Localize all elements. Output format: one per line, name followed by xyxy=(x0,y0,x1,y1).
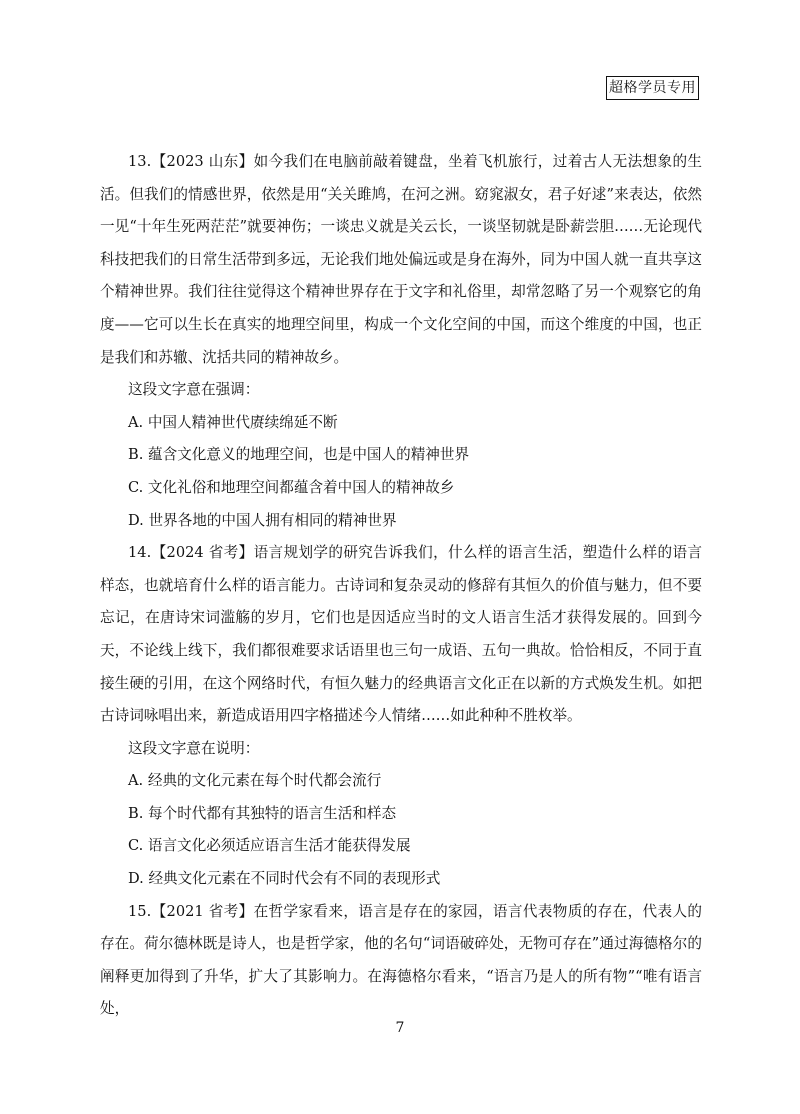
option-b: B. 每个时代都有其独特的语言生活和样态 xyxy=(128,804,397,822)
question-13-passage xyxy=(100,146,702,374)
question-source: 【2024 省考】 xyxy=(151,544,254,562)
question-number: 15. xyxy=(128,902,152,920)
option-c: C. 语言文化必须适应语言生活才能获得发展 xyxy=(128,837,411,855)
question-14-passage xyxy=(100,537,702,733)
question-15 xyxy=(100,896,702,1026)
student-only-badge: 超格学员专用 xyxy=(606,76,699,100)
question-number: 14. xyxy=(128,544,152,562)
question-15-passage xyxy=(100,896,702,1026)
question-source: 【2021 省考】 xyxy=(151,902,254,920)
option-a: A. 经典的文化元素在每个时代都会流行 xyxy=(128,772,382,790)
question-source: 【2023 山东】 xyxy=(151,153,254,170)
question-13 xyxy=(100,146,702,537)
option-b: B. 蕴含文化意义的地理空间，也是中国人的精神世界 xyxy=(128,446,470,464)
question-14 xyxy=(100,537,702,896)
passage-text: 语言规划学的研究告诉我们，什么样的语言生活，塑造什么样的语言样态，也就培育什么样的语言能力。古诗词和复杂灵动的修辞有其恒久的价值与魅力，但不要忘记，在唐诗宋词滥觞的岁月，它们也是因适应当时的文人语言生活才获得发展的。回到今天，不论线上线下，我们都很难要求话语里也三句一成语、五句一典故。恰恰相反，不同于直接生硬的引用，在这个网络时代，有恒久魅力的经典语言文化正在以新的方式焕发生机。如把古诗词咏唱出来，新造成语用四字格描述今人情绪……如此种种不胜枚举。 xyxy=(100,544,702,725)
page-number: 7 xyxy=(395,1020,405,1036)
passage-text: 如今我们在电脑前敲着键盘，坐着飞机旅行，过着古人无法想象的生活。但我们的情感世界，依然是用“关关雎鸠，在河之洲。窈窕淑女，君子好逑”来表达，依然一见“十年生死两茫茫”就要神伤；一谈忠义就是关云长，一谈坚韧就是卧薪尝胆……无论现代科技把我们的日常生活带到多远，无论我们地处偏远或是身在海外，同为中国人就一直共享这个精神世界。我们往往觉得这个精神世界存在于文字和礼俗里，却常忽略了另一个观察它的角度——它可以生长在真实的地理空间里，构成一个文化空间的中国，而这个维度的中国，也正是我们和苏辙、沈括共同的精神故乡。 xyxy=(100,153,702,366)
option-d: D. 世界各地的中国人拥有相同的精神世界 xyxy=(128,511,397,529)
option-a: A. 中国人精神世代赓续绵延不断 xyxy=(128,413,338,431)
option-c: C. 文化礼俗和地理空间都蕴含着中国人的精神故乡 xyxy=(128,478,455,496)
question-prompt: 这段文字意在说明： xyxy=(128,739,260,757)
page-content xyxy=(100,146,702,1026)
question-prompt: 这段文字意在强调： xyxy=(128,381,260,399)
passage-text: 在哲学家看来，语言是存在的家园，语言代表物质的存在，代表人的存在。荷尔德林既是诗人，也是哲学家，他的名句“词语破碎处，无物可存在”通过海德格尔的阐释更加得到了升华，扩大了其影响力。在海德格尔看来，“语言乃是人的所有物”“唯有语言处， xyxy=(100,902,702,1018)
question-number: 13. xyxy=(128,153,152,170)
option-d: D. 经典文化元素在不同时代会有不同的表现形式 xyxy=(128,870,441,888)
